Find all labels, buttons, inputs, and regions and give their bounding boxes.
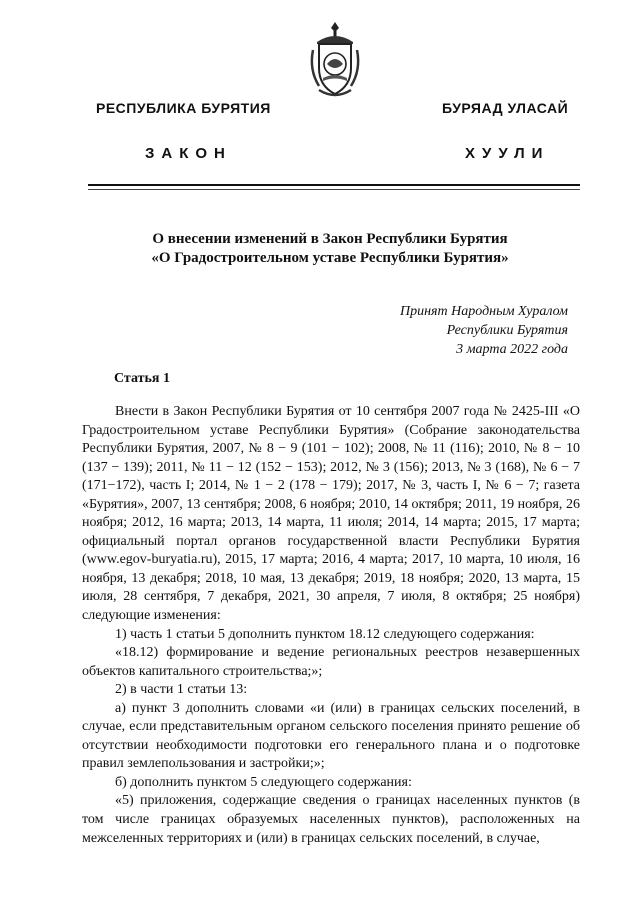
header-divider-thin [88, 189, 580, 190]
law-title-line: О внесении изменений в Закон Республики Бурятия [152, 231, 508, 247]
header-divider [88, 184, 580, 186]
adoption-note-line: Республики Бурятия [446, 323, 568, 338]
paragraph: б) дополнить пунктом 5 следующего содержания: [115, 774, 412, 790]
law-title-line: «О Градостроительном уставе Республики Бурятия» [151, 250, 509, 266]
paragraph: Внести в Закон Республики Бурятия от 10 сентября 2007 года № 2425-III «О Градостроительном уставе Республики Бурятия» (Собрание законодательства Республики Бурятия, 2007, № 8 − 9 (101 − 102); 2008, № 11 (116); 2010, № 8 − 10 (137 − 139); 2011, № 11 − 12 (152 − 153); 2012, № 3 (156); 2013, № 3 (168), № 6 − 7 (171−172), часть I; 2014, № 1 − 2 (178 − 179); 2017, № 3, часть I, № 6 − 7; газета «Бурятия», 2007, 13 сентября; 2008, 6 ноября; 2010, 14 октября; 2011, 19 ноября, 26 ноября; 2012, 16 марта; 2013, 14 марта, 11 июля; 2014, 14 марта; 2015, 17 марта; официальный портал органов государственной власти Республики Бурятия (www.egov-buryatia.ru), 2015, 17 марта; 2016, 4 марта; 2017, 10 марта, 10 июля, 16 ноября, 13 декабря; 2018, 10 мая, 13 декабря; 2019, 18 ноября; 2020, 13 марта, 15 июля, 28 сентября, 7 декабря, 2021, 30 апреля, 7 июля, 8 октября; 25 ноября) следующие изменения: [82, 404, 580, 624]
adoption-date: 3 марта 2022 года [456, 342, 568, 357]
paragraph: 1) часть 1 статьи 5 дополнить пунктом 18.12 следующего содержания: [115, 626, 535, 642]
paragraph: «5) приложения, содержащие сведения о границах населенных пунктов (в том числе границах образуемых населенных пунктов), расположенных на межселенных территориях и (или) в границах сельских поселений, в случае, [82, 793, 580, 846]
article-heading: Статья 1 [114, 371, 170, 386]
header-republic-title-bua: БУРЯАД УЛАСАЙ [442, 100, 569, 116]
adoption-note-line: Принят Народным Хуралом [399, 304, 568, 319]
adoption-note [400, 302, 568, 359]
header-republic-title-ru: РЕСПУБЛИКА БУРЯТИЯ [96, 100, 271, 116]
article-body [82, 403, 580, 848]
paragraph: «18.12) формирование и ведение региональных реестров незавершенных объектов капитального строительства;»; [82, 645, 580, 679]
law-title [90, 230, 570, 268]
header-law-ru: ЗАКОН [145, 145, 232, 162]
paragraph: а) пункт 3 дополнить словами «и (или) в границах сельских поселений, в случае, если представительным органом сельского поселения принято решение об отсутствии необходимости подготовки его генерального плана и о подготовке правил землепользования и застройки;»; [82, 700, 580, 772]
header-law-bua: ХУУЛИ [465, 145, 550, 162]
paragraph: 2) в части 1 статьи 13: [115, 682, 248, 698]
coat-of-arms-icon [305, 20, 365, 100]
